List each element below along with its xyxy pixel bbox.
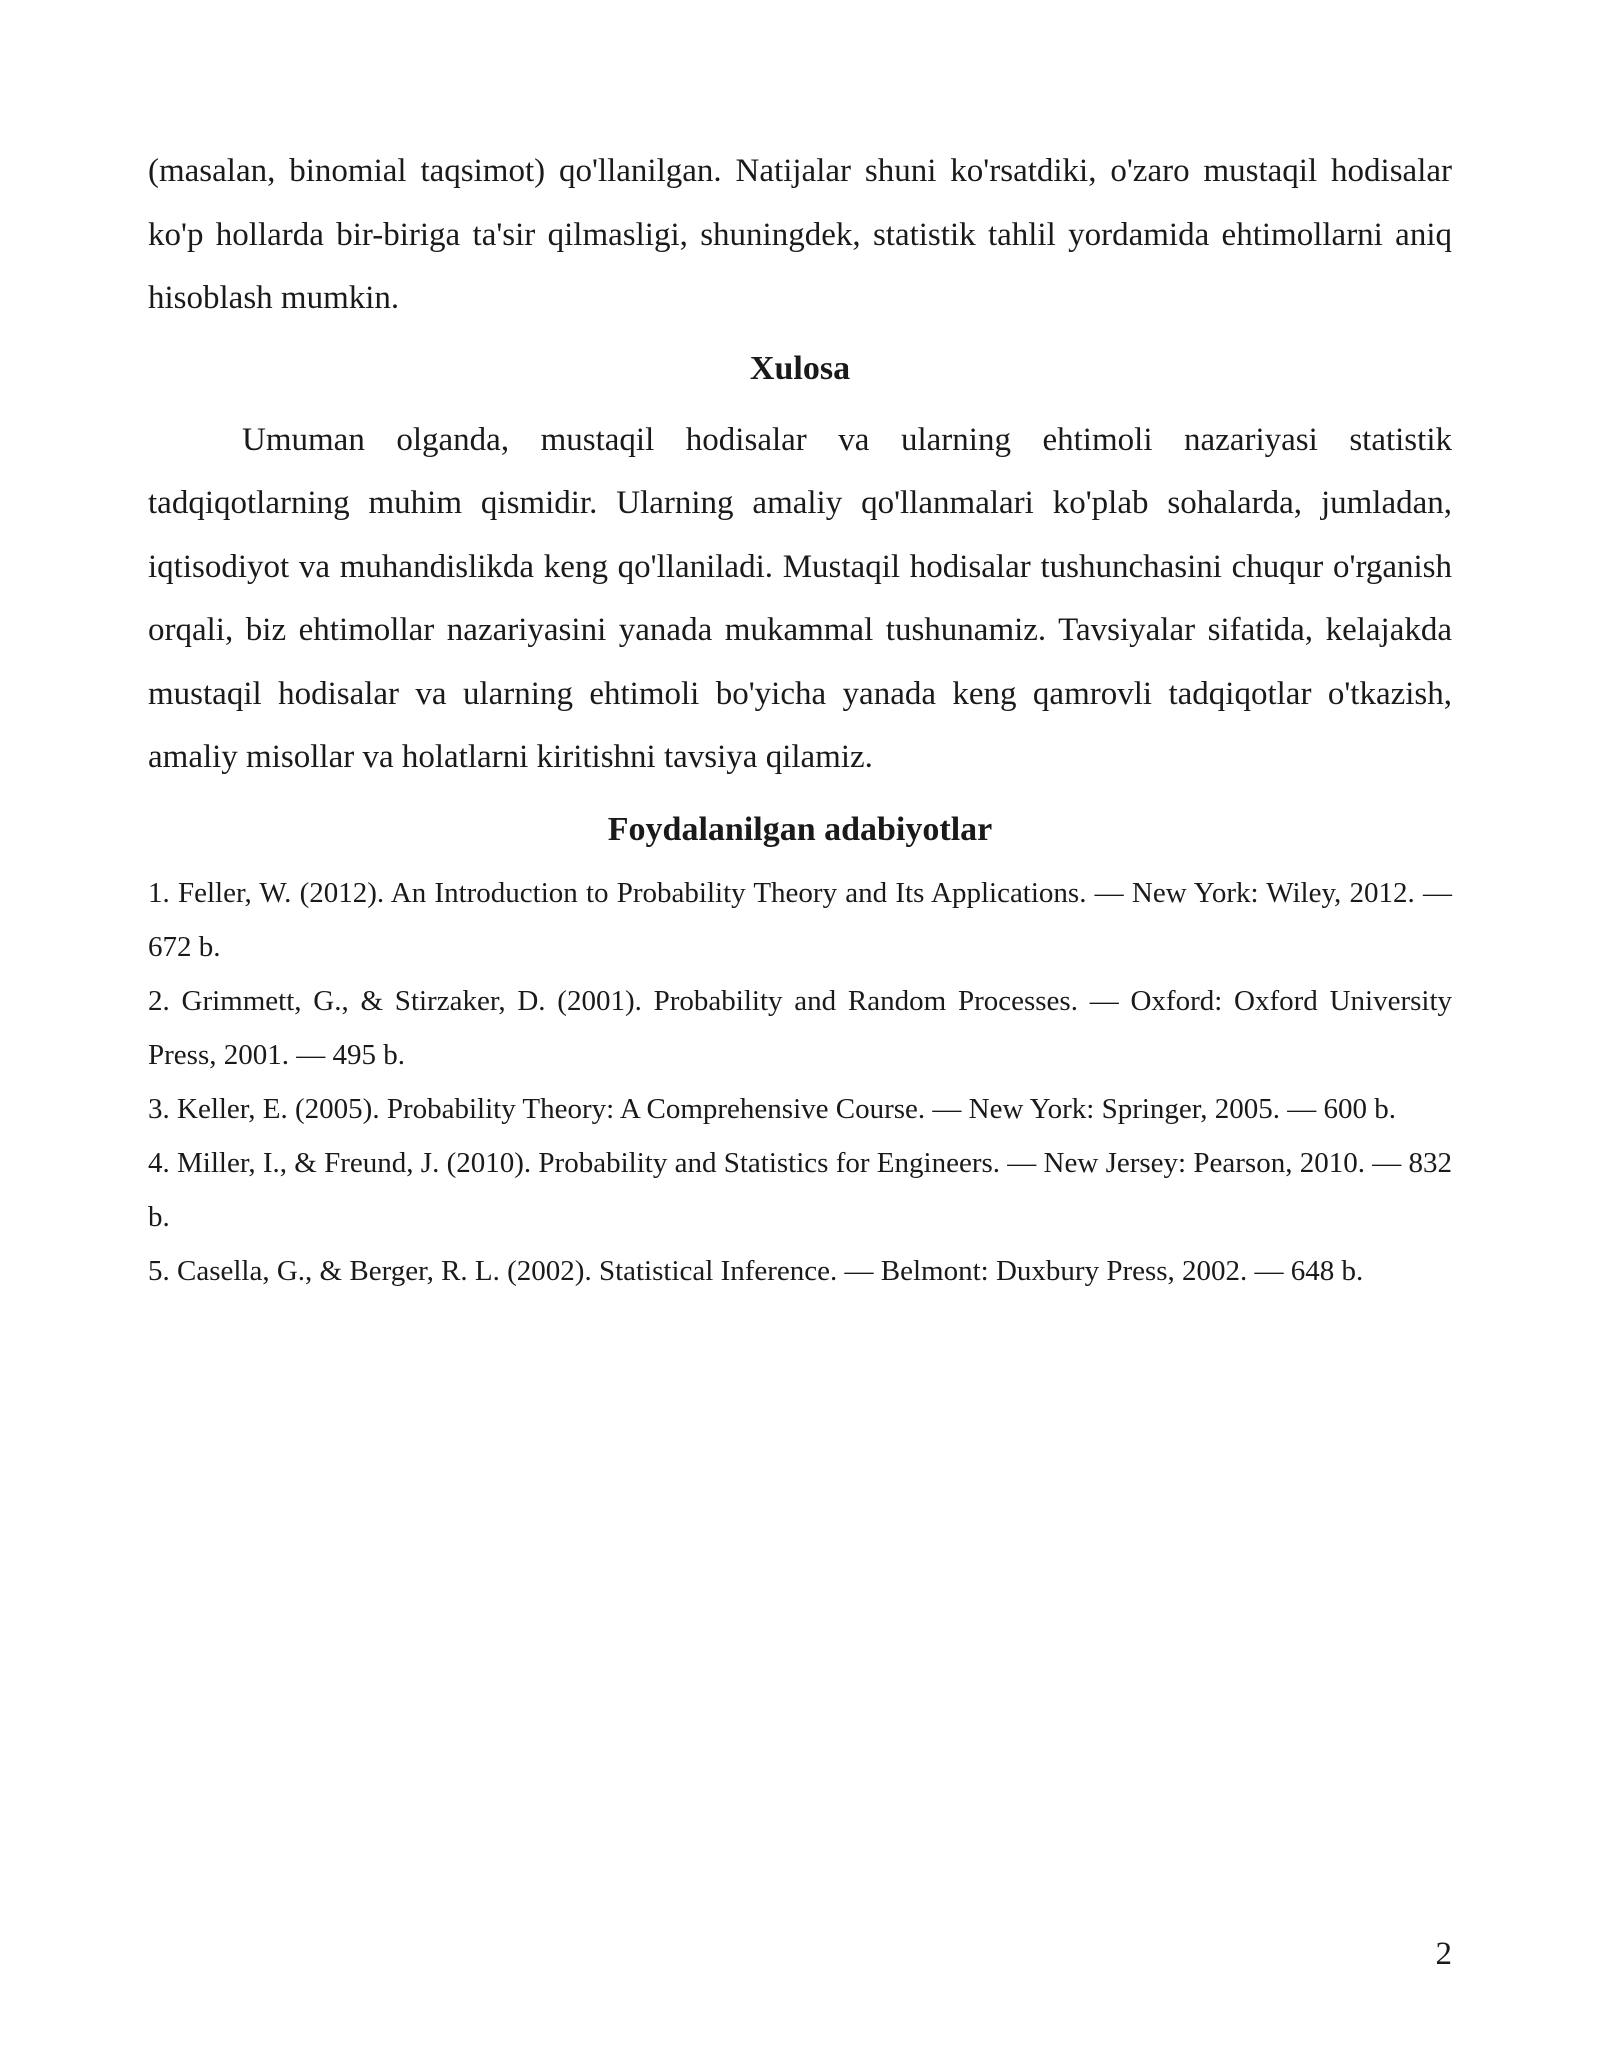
- reference-item: 3. Keller, E. (2005). Probability Theory: A Comprehensive Course. — New York: Springer, 2005. — 600 b.: [148, 1092, 1397, 1125]
- reference-item: 2. Grimmett, G., & Stirzaker, D. (2001). Probability and Random Processes. — Oxford: Oxford University Press, 2001. — 495 b.: [148, 984, 1452, 1071]
- conclusion-heading: Xulosa: [749, 349, 851, 387]
- reference-item: 1. Feller, W. (2012). An Introduction to Probability Theory and Its Applications. — New York: Wiley, 2012. — 672 b.: [148, 876, 1452, 963]
- conclusion-paragraph: Umuman olganda, mustaqil hodisalar va ularning ehtimoli nazariyasi statistik tadqiqotlarning muhim qismidir. Ularning amaliy qo'llanmalari ko'plab sohalarda, jumladan, iqtisodiyot va muhandislikda keng qo'llaniladi. Mustaqil hodisalar tushunchasini chuqur o'rganish orqali, biz ehtimollar nazariyasini yanada mukammal tushunamiz. Tavsiyalar sifatida, kelajakda mustaqil hodisalar va ularning ehtimoli bo'yicha yanada keng qamrovli tadqiqotlar o'tkazish, amaliy misollar va holatlarni kiritishni tavsiya qilamiz.: [148, 421, 1452, 775]
- document-page: [148, 140, 1452, 1298]
- intro-paragraph: (masalan, binomial taqsimot) qo'llanilgan. Natijalar shuni ko'rsatdiki, o'zaro mustaqil hodisalar ko'p hollarda bir-biriga ta'sir qilmasligi, shuningdek, statistik tahlil yordamida ehtimollarni aniq hisoblash mumkin.: [148, 153, 1452, 316]
- references-heading: Foydalanilgan adabiyotlar: [607, 810, 993, 848]
- page-number: 2: [1435, 1936, 1452, 1972]
- reference-item: 4. Miller, I., & Freund, J. (2010). Probability and Statistics for Engineers. — New Jersey: Pearson, 2010. — 832 b.: [148, 1146, 1452, 1233]
- reference-item: 5. Casella, G., & Berger, R. L. (2002). Statistical Inference. — Belmont: Duxbury Press, 2002. — 648 b.: [148, 1254, 1364, 1287]
- references-list: [148, 866, 1452, 1298]
